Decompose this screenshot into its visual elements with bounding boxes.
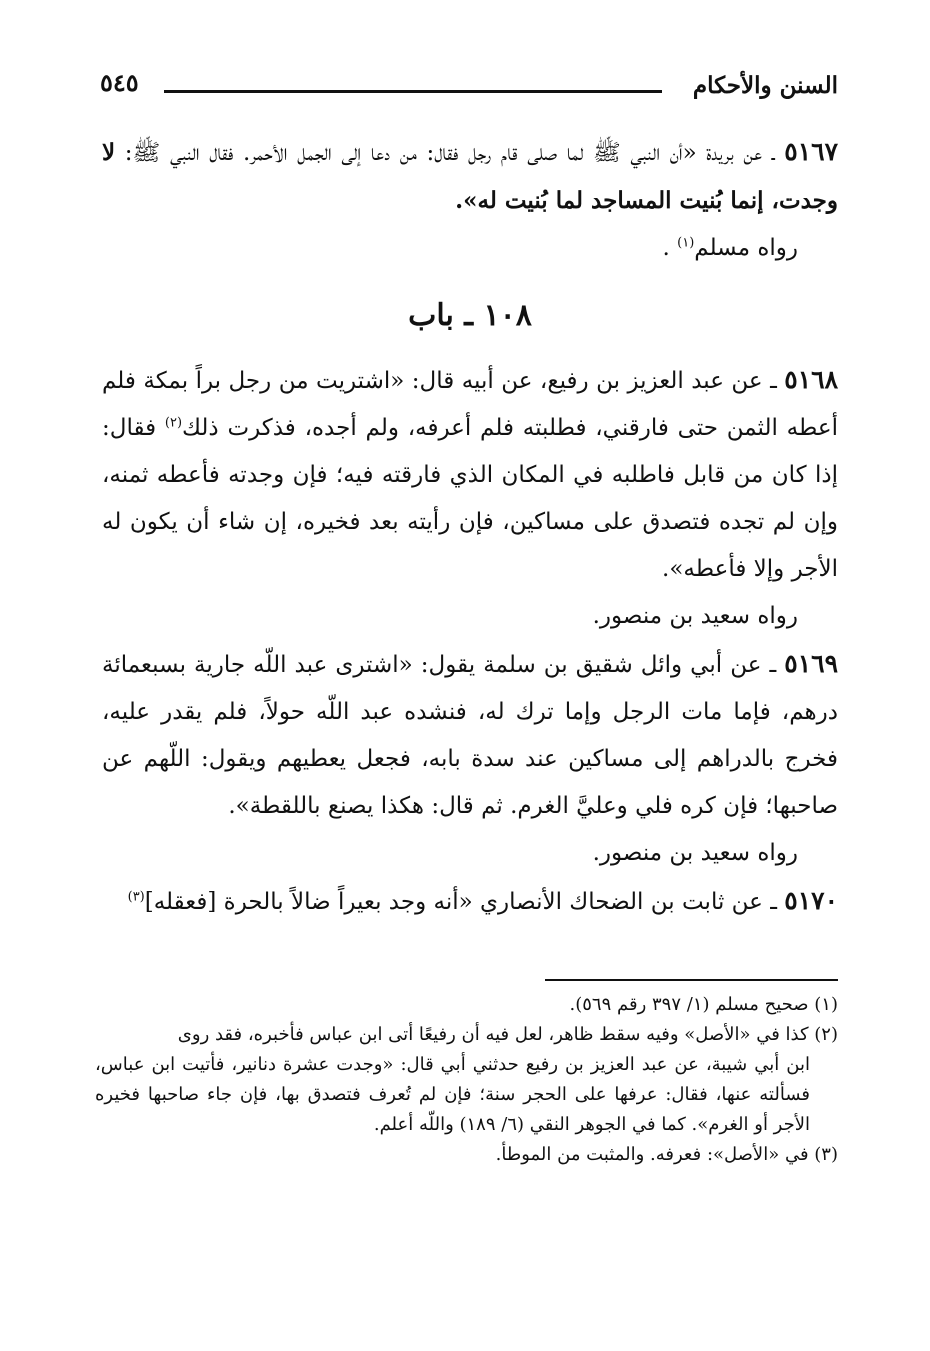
hadith-number: ٥١٦٩ bbox=[784, 649, 838, 678]
narration-5167 bbox=[102, 225, 838, 272]
footnote-ref-2: (٢) bbox=[164, 415, 183, 431]
hadith-number: ٥١٧٠ bbox=[784, 886, 838, 915]
footnote-ref-3: (٣) bbox=[127, 889, 145, 905]
hadith-text: ـ عن ثابت بن الضحاك الأنصاري «أنه وجد بعيراً ضالاً بالحرة [فعقله] bbox=[144, 889, 785, 915]
footnote-rule bbox=[545, 979, 838, 981]
narration-end: . bbox=[662, 235, 678, 261]
hadith-5170 bbox=[102, 877, 838, 926]
hadith-5169 bbox=[102, 640, 838, 830]
hadith-5167 bbox=[102, 128, 838, 225]
hadith-text: ـ عن بريدة «أن النبي ﷺ لما صلى قام رجل فقال: من دعا إلى الجمل الأحمر. فقال النبي ﷺ: bbox=[115, 140, 785, 166]
main-text bbox=[102, 128, 838, 926]
hadith-quote-close: ». bbox=[455, 187, 478, 214]
header-rule bbox=[164, 90, 662, 93]
hadith-text-b: فقال: إذا كان من قابل فاطلبه في المكان الذي فارقته فيه؛ فإن وجدته فأعطه ثمنه، وإن لم تجده فتصدق على مساكين، فإن رأيته بعد فخيره، إن شاء أن يكون له الأجر وإلا فأعطه». bbox=[102, 415, 838, 582]
hadith-text-a: ـ عن عبد العزيز بن رفيع، عن أبيه قال: «اشتريت من رجل براً بمكة فلم أعطه الثمن حتى فارقني، فطلبته فلم أعرفه، ولم أجده، فذكرت ذلك bbox=[102, 368, 838, 441]
hadith-text: ـ عن أبي وائل شقيق بن سلمة يقول: «اشترى عبد اللّه جارية بسبعمائة درهم، فإما مات الرجل وإما ترك له، فنشده عبد اللّه حولاً، فلم يقدر عليه، فخرج بالدراهم إلى مساكين عند سدة بابه، فجعل يعطيهم ويقول: اللّهم عن صاحبها؛ فإن كره فلي وعليَّ الغرم. ثم قال: هكذا يصنع باللقطة». bbox=[102, 652, 838, 819]
footnote-3: (٣) في «الأصل»: فعرفه. والمثبت من الموطأ. bbox=[495, 1144, 838, 1165]
footnote-1: (١) صحيح مسلم (١/ ٣٩٧ رقم ٥٦٩). bbox=[569, 994, 838, 1015]
narration-text: رواه مسلم bbox=[694, 235, 798, 261]
chapter-heading: ١٠٨ ـ باب bbox=[408, 298, 532, 333]
narration-5169: رواه سعيد بن منصور. bbox=[592, 840, 798, 866]
footnotes bbox=[95, 990, 838, 1170]
footnote-ref-1: (١) bbox=[677, 235, 695, 251]
hadith-number: ٥١٦٧ bbox=[784, 137, 838, 166]
hadith-quote-bold: لا وجدت، إنما بُنيت المساجد لما بُنيت له bbox=[102, 139, 838, 214]
page-number: ٥٤٥ bbox=[100, 68, 139, 97]
running-title: السنن والأحكام bbox=[692, 72, 838, 99]
hadith-5168 bbox=[102, 356, 838, 593]
footnote-2-continuation: ابن أبي شيبة، عن عبد العزيز بن رفيع حدثني أبي قال: «وجدت عشرة دنانير، فأتيت ابن عباس، فسألته عنها، فقال: عرفها على الحجر سنة؛ فإن لم تُعرف فتصدق بها، فإن جاء صاحبها فخيره الأجر أو الغرم». كما في الجوهر النقي (٦/ ١٨٩) واللّه أعلم. bbox=[95, 1054, 810, 1135]
footnote-2: (٢) كذا في «الأصل» وفيه سقط ظاهر، لعل فيه أن رفيعًا أتى ابن عباس فأخبره، فقد روى bbox=[177, 1024, 838, 1045]
hadith-number: ٥١٦٨ bbox=[784, 365, 838, 394]
narration-5168: رواه سعيد بن منصور. bbox=[592, 603, 798, 629]
page-header bbox=[100, 66, 838, 106]
